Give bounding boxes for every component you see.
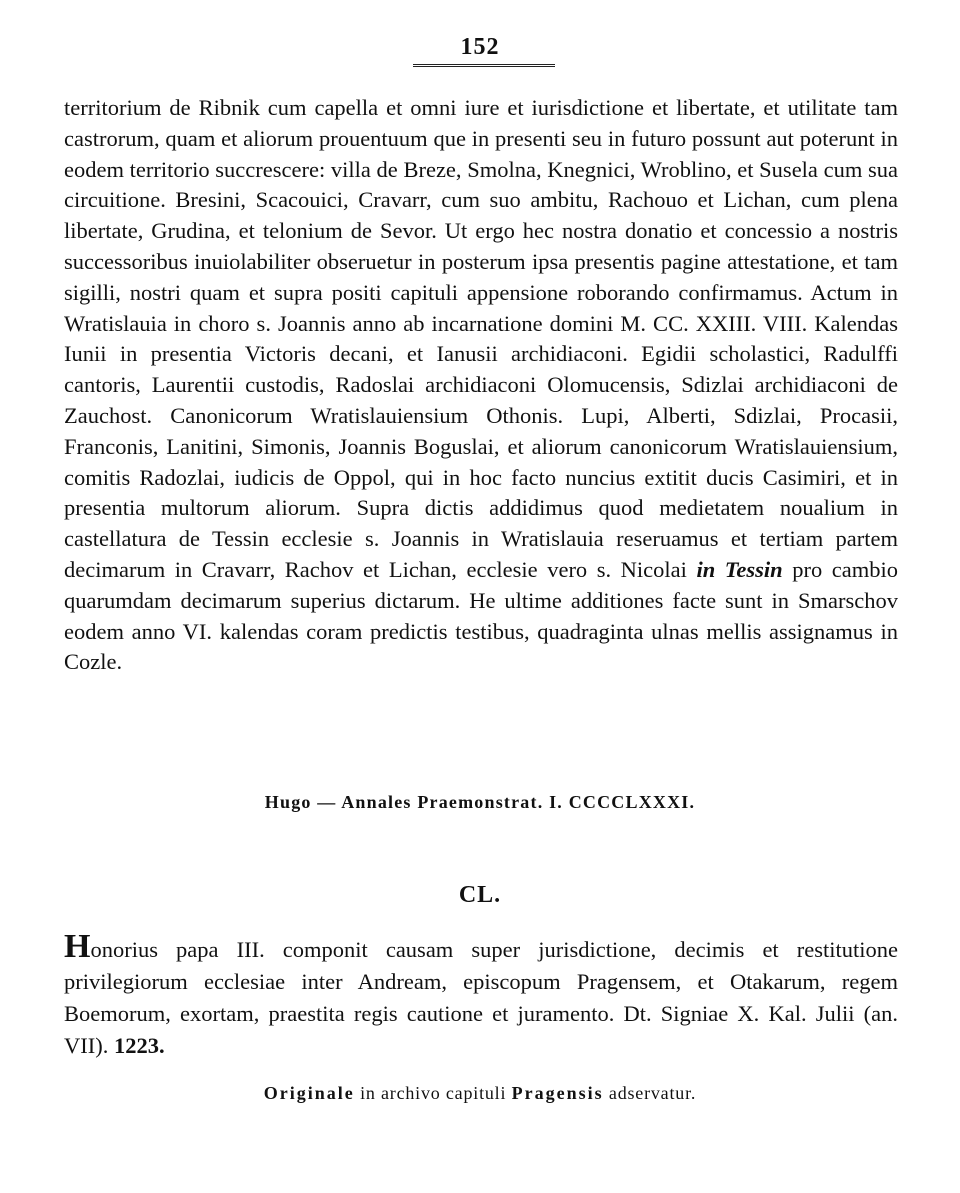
provenance-archive: in archivo capituli — [360, 1083, 507, 1103]
provenance-adservatur: adservatur. — [608, 1083, 697, 1103]
summary-text: onorius papa III. componit causam super jurisdictione, decimis et restitutione privilegiorum ecclesiae inter Andream, episcopum Pragensem, et Otakarum, regem Boemorum, exortam, praestita regis cautione et juramento. Dt. Signiae X. Kal. Julii (an. VII). — [64, 937, 898, 1058]
body-text-part2: pro cambio quarumdam decimarum superius dictarum. He ultime additiones facte sunt in Smarschov eodem anno VI. kalendas coram predictis testibus, quadraginta ulnas mellis assignamus in Cozle. — [64, 556, 899, 675]
body-text-part1: territorium de Ribnik cum capella et omni iure et iurisdictione et libertate, et utilitate tam castrorum, quam et aliorum prouentuum que in presenti seu in futuro possunt aut poterunt in eodem territorio succrescere: villa de Breze, Smolna, Knegnici, Wroblino, et Susela cum sua circuitione. Bresini, Scacouici, Cravarr, cum suo ambitu, Rachouo et Lichan, cum plena libertate, Grudina, et telonium de Sevor. Ut ergo hec nostra donatio et concessio a nostris successoribus inuiolabiliter obseruetur in posterum ipsa presentis pagine attestatione, et tam sigilli, nostri quam et supra positi capituli appensione roborando confirmamus. Actum in Wratislauia in choro s. Joannis anno ab incarnatione domini M. CC. XXIII. VIII. Kalendas Iunii in presentia Victoris decani, et Ianusii archidiaconi. Egidii scholastici, Radulffi cantoris, Laurentii custodis, Radoslai archidiaconi Olomucensis, Sdizlai archidiaconi de Zauchost. Canonicorum Wratislauiensium Othonis. Lupi, Alberti, Sdizlai, Procasii, Franconis, Lanitini, Simonis, Joannis Boguslai, et aliorum canonicorum Wratislauiensium, comitis Radozlai, iudicis de Oppol, qui in hoc facto nuncius extitit ducis Casimiri, et in presentia multorum aliorum. Supra dictis addidimus quod medietatem noualium in castellatura de Tessin ecclesie s. Joannis in Wratislauia reseruamus et tertiam partem decimarum in Cravarr, Rachov et Lichan, ecclesie vero s. Nicolai — [64, 95, 898, 582]
source-citation: Hugo — Annales Praemonstrat. I. CCCCLXXXI. — [264, 792, 696, 812]
provenance-pragensis: Pragensis — [511, 1083, 604, 1103]
provenance-note — [0, 1083, 960, 1104]
summary-year: 1223. — [113, 1033, 165, 1058]
summary-paragraph — [64, 930, 898, 1062]
section-number: CL. — [458, 882, 502, 908]
page-number: 152 — [460, 34, 500, 60]
document-summary — [64, 930, 898, 1062]
document-body — [64, 93, 898, 678]
header-rule — [413, 64, 555, 67]
body-italic-phrase: in Tessin — [696, 556, 783, 582]
provenance-originale: Originale — [263, 1083, 355, 1103]
drop-cap: H — [64, 928, 91, 965]
body-paragraph — [64, 93, 898, 678]
